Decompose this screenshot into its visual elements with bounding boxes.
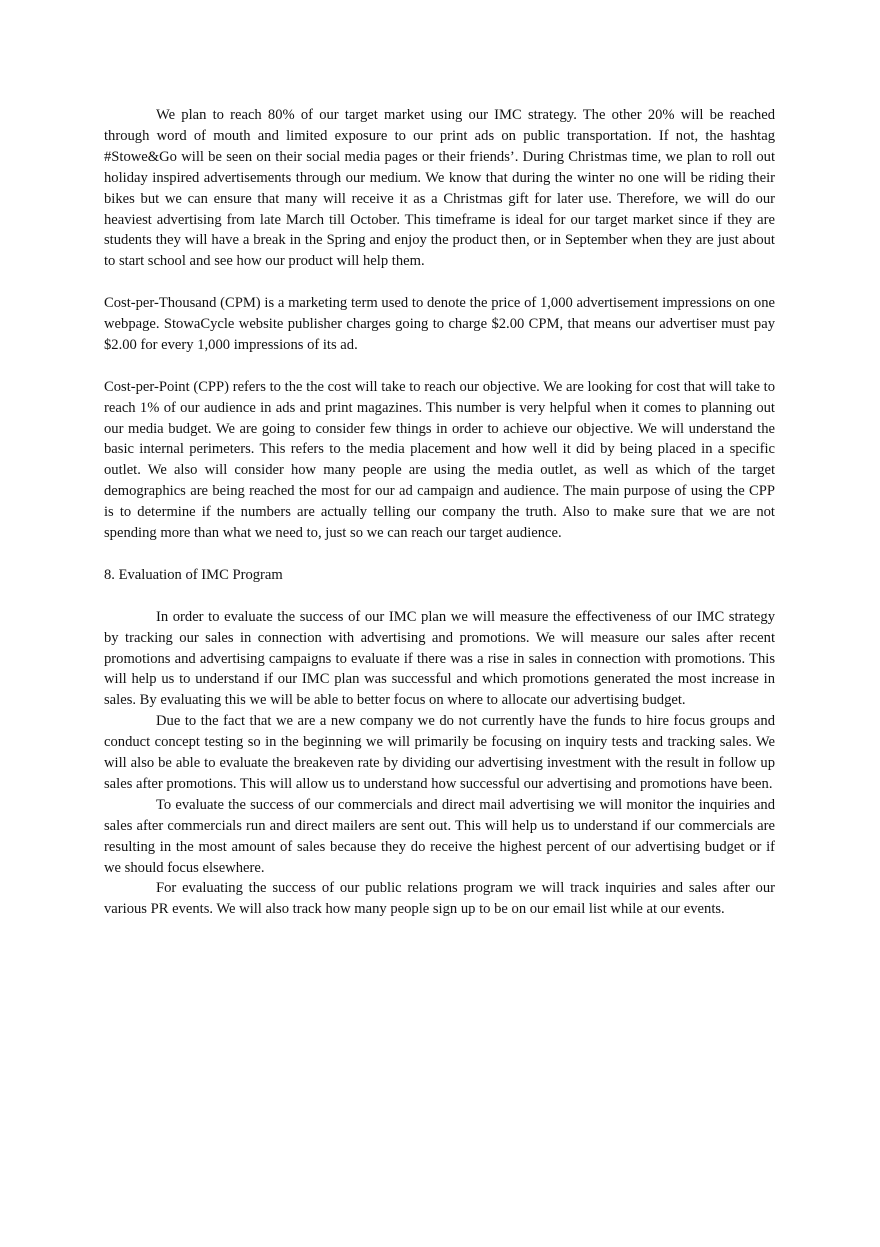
paragraph-target-market-reach: We plan to reach 80% of our target market using our IMC strategy. The other 20% will be reached through word of mouth and limited exposure to our print ads on public transportation. If not, the hashtag #Stowe&Go will be seen on their social media pages or their friends’. During Christmas time, we plan to roll out holiday inspired advertisements through our medium. We know that during the winter no one will be riding their bikes but we can ensure that many will receive it as a Christmas gift for later use. Therefore, we will do our heaviest advertising from late March till October. This timeframe is ideal for our target market since if they are students they will have a break in the Spring and enjoy the product then, or in September when they are just about to start school and see how our product will help them. — [104, 107, 775, 270]
document-body — [104, 105, 775, 920]
paragraph-commercials-direct-mail: To evaluate the success of our commercials and direct mail advertising we will monitor the inquiries and sales after commercials run and direct mailers are sent out. This will help us to understand if our commercials are resulting in the most amount of sales because they do receive the highest percent of our advertising budget or if we should focus elsewhere. — [104, 796, 775, 876]
paragraph-public-relations: For evaluating the success of our public relations program we will track inquiries and sales after our various PR events. We will also track how many people sign up to be on our email list while at our events. — [104, 880, 775, 918]
paragraph-cpp: Cost-per-Point (CPP) refers to the the cost will take to reach our objective. We are looking for cost that will take to reach 1% of our audience in ads and print magazines. This number is very helpful when it comes to planning out our media budget. We are going to consider few things in order to achieve our objective. We will understand the basic internal perimeters. This refers to the media placement and how well it did by being placed in a specific outlet. We also will consider how many people are using the media outlet, as well as which of the target demographics are being reached the most for our ad campaign and audience. The main purpose of using the CPP is to determine if the numbers are actually telling our company the truth. Also to make sure that we are not spending more than what we need to, just so we can reach our target audience. — [104, 378, 775, 542]
paragraph-evaluate-success: In order to evaluate the success of our IMC plan we will measure the effectiveness of our IMC strategy by tracking our sales in connection with advertising and promotions. We will measure our sales after recent promotions and advertising campaigns to evaluate if there was a rise in sales in connection with promotions. This will help us to understand if our IMC plan was successful and which promotions generated the most increase in sales. By evaluating this we will be able to better focus on where to allocate our advertising budget. — [104, 608, 775, 709]
section-heading-evaluation: 8. Evaluation of IMC Program — [104, 566, 283, 583]
paragraph-cpm: Cost-per-Thousand (CPM) is a marketing term used to denote the price of 1,000 advertisement impressions on one webpage. StowaCycle website publisher charges going to charge $2.00 CPM, that means our advertiser must pay $2.00 for every 1,000 impressions of its ad. — [104, 295, 775, 353]
paragraph-new-company-funds: Due to the fact that we are a new company we do not currently have the funds to hire focus groups and conduct concept testing so in the beginning we will primarily be focusing on inquiry tests and tracking sales. We will also be able to evaluate the breakeven rate by dividing our advertising investment with the result in follow up sales after promotions. This will allow us to understand how successful our advertising and promotions have been. — [104, 713, 775, 792]
